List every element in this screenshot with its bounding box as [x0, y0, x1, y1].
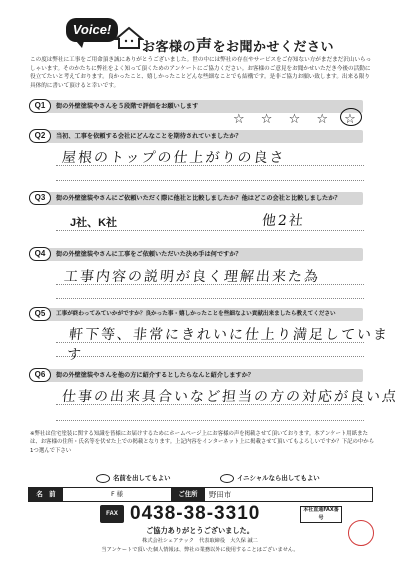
q5-badge: Q5 [29, 307, 51, 321]
house-icon [114, 26, 144, 50]
q4-line [56, 284, 364, 285]
title-big: 声 [196, 36, 213, 55]
option-name-ok-label: 名前を出してもよい [113, 474, 171, 482]
title-post: をお聞かせください [212, 40, 335, 55]
intro-text: この度は弊社に工事をご用命頂き誠にありがとうございました。世の中には弊社の存在やサービスをご存知ない方がまだまだ沢山いらっしゃいます。そのかたちに弊社をよく知って頂くためのアンケートにご協力ください。お客様のご意見をお聞かせいただき今後の活動に役立てたいと考えております。良かったこと、嬉しかったことどんな些細なことでも結構です。是非ご協力お願い致します。出来る限り具体的に書いて頂けると幸いです。 [30, 57, 372, 89]
option-name-ok[interactable] [96, 473, 171, 483]
q5-line [56, 342, 364, 343]
q3-count-answer: 他2社 [261, 213, 306, 229]
city-value: 野田市 [209, 490, 232, 499]
name-options [30, 473, 375, 485]
fax-number: 0438-38-3310 [130, 503, 261, 524]
q4-text: 街の外壁塗装やさんに工事をご依頼いただいた決め手は何ですか？ [56, 251, 242, 258]
q5-line-2 [56, 356, 364, 357]
name-value: F 様 [110, 490, 124, 498]
voice-badge: Voice! [66, 18, 118, 42]
page-title [142, 33, 334, 56]
name-label: 名 前 [29, 488, 63, 501]
q6-answer: 仕事の出来具合いなど担当の方の対応が良い点 [61, 389, 399, 405]
thanks-text: ご協力ありがとうございました。 [146, 526, 254, 535]
q2-text: 当初、工事を依頼する会社にどんなことを期待されていましたか？ [56, 133, 242, 140]
selected-star-circle [340, 108, 362, 126]
q4-badge: Q4 [29, 247, 51, 261]
q3-company-answer: J社、K社 [70, 217, 118, 229]
q6-line-2 [56, 420, 364, 421]
seal-stamp [348, 520, 374, 546]
q5-answer: 軒下等、非常にきれいに仕上り満足しています [66, 327, 390, 363]
q2-badge: Q2 [29, 129, 51, 143]
q6-text: 街の外壁塗装やさんを他の方に紹介するとしたらなんと紹介しますか？ [56, 372, 254, 379]
fax-tag: 本社直通FAX番号 [300, 506, 342, 523]
option-name-ok-circle[interactable] [96, 474, 110, 483]
company-info: 株式会社シェアテック 代表取締役 大久保 誠二 [142, 538, 258, 544]
q5-text: 工事が終わってみていかがですか？良かった事・嬉しかったことを些細なよい貢献出来ましたら教えてください [56, 311, 336, 317]
q1-text: 街の外壁塗装やさんを５段階で評価をお願いします [56, 103, 199, 110]
q3-line [56, 230, 364, 231]
q3-badge: Q3 [29, 191, 51, 205]
q4-line-2 [56, 298, 364, 299]
q3-text: 街の外壁塗装やさんにご依頼いただく際に他社と比較しましたか？他はどこの会社と比較しましたか？ [56, 195, 341, 202]
q2-line [56, 165, 364, 166]
q1-badge: Q1 [29, 99, 51, 113]
q6-badge: Q6 [29, 368, 51, 382]
company-note: 当アンケートで頂いた個人情報は、弊社の業務以外に使用することはございません。 [101, 547, 299, 553]
option-initial-ok[interactable] [220, 473, 320, 483]
q2-line-2 [56, 180, 364, 181]
rating-stars[interactable]: ☆ ☆ ☆ ☆ ☆ [233, 112, 362, 127]
option-initial-ok-circle[interactable] [220, 474, 234, 483]
q6-line [56, 404, 364, 405]
city-label: ご住所 [171, 488, 205, 501]
publication-note: ※弊社は住宅塗装に関する知識を皆様にお届けするためにホームページ上にお客様の声を掲載させて頂いております。本アンケート用紙または、お客様の住所・氏名等を伏せた上での掲載となります。上記内容をインターネット上に掲載させて頂いてもよろしいですか？下記の中から1つ選んで下さい [30, 431, 375, 454]
fax-icon: FAX [100, 505, 124, 523]
name-table [28, 487, 373, 502]
q2-answer: 屋根のトップの仕上がりの良さ [61, 150, 287, 166]
q4-answer: 工事内容の説明が良く理解出来た為 [63, 269, 321, 285]
title-pre: お客様の [142, 40, 197, 55]
option-initial-ok-label: イニシャルなら出してもよい [237, 474, 320, 482]
